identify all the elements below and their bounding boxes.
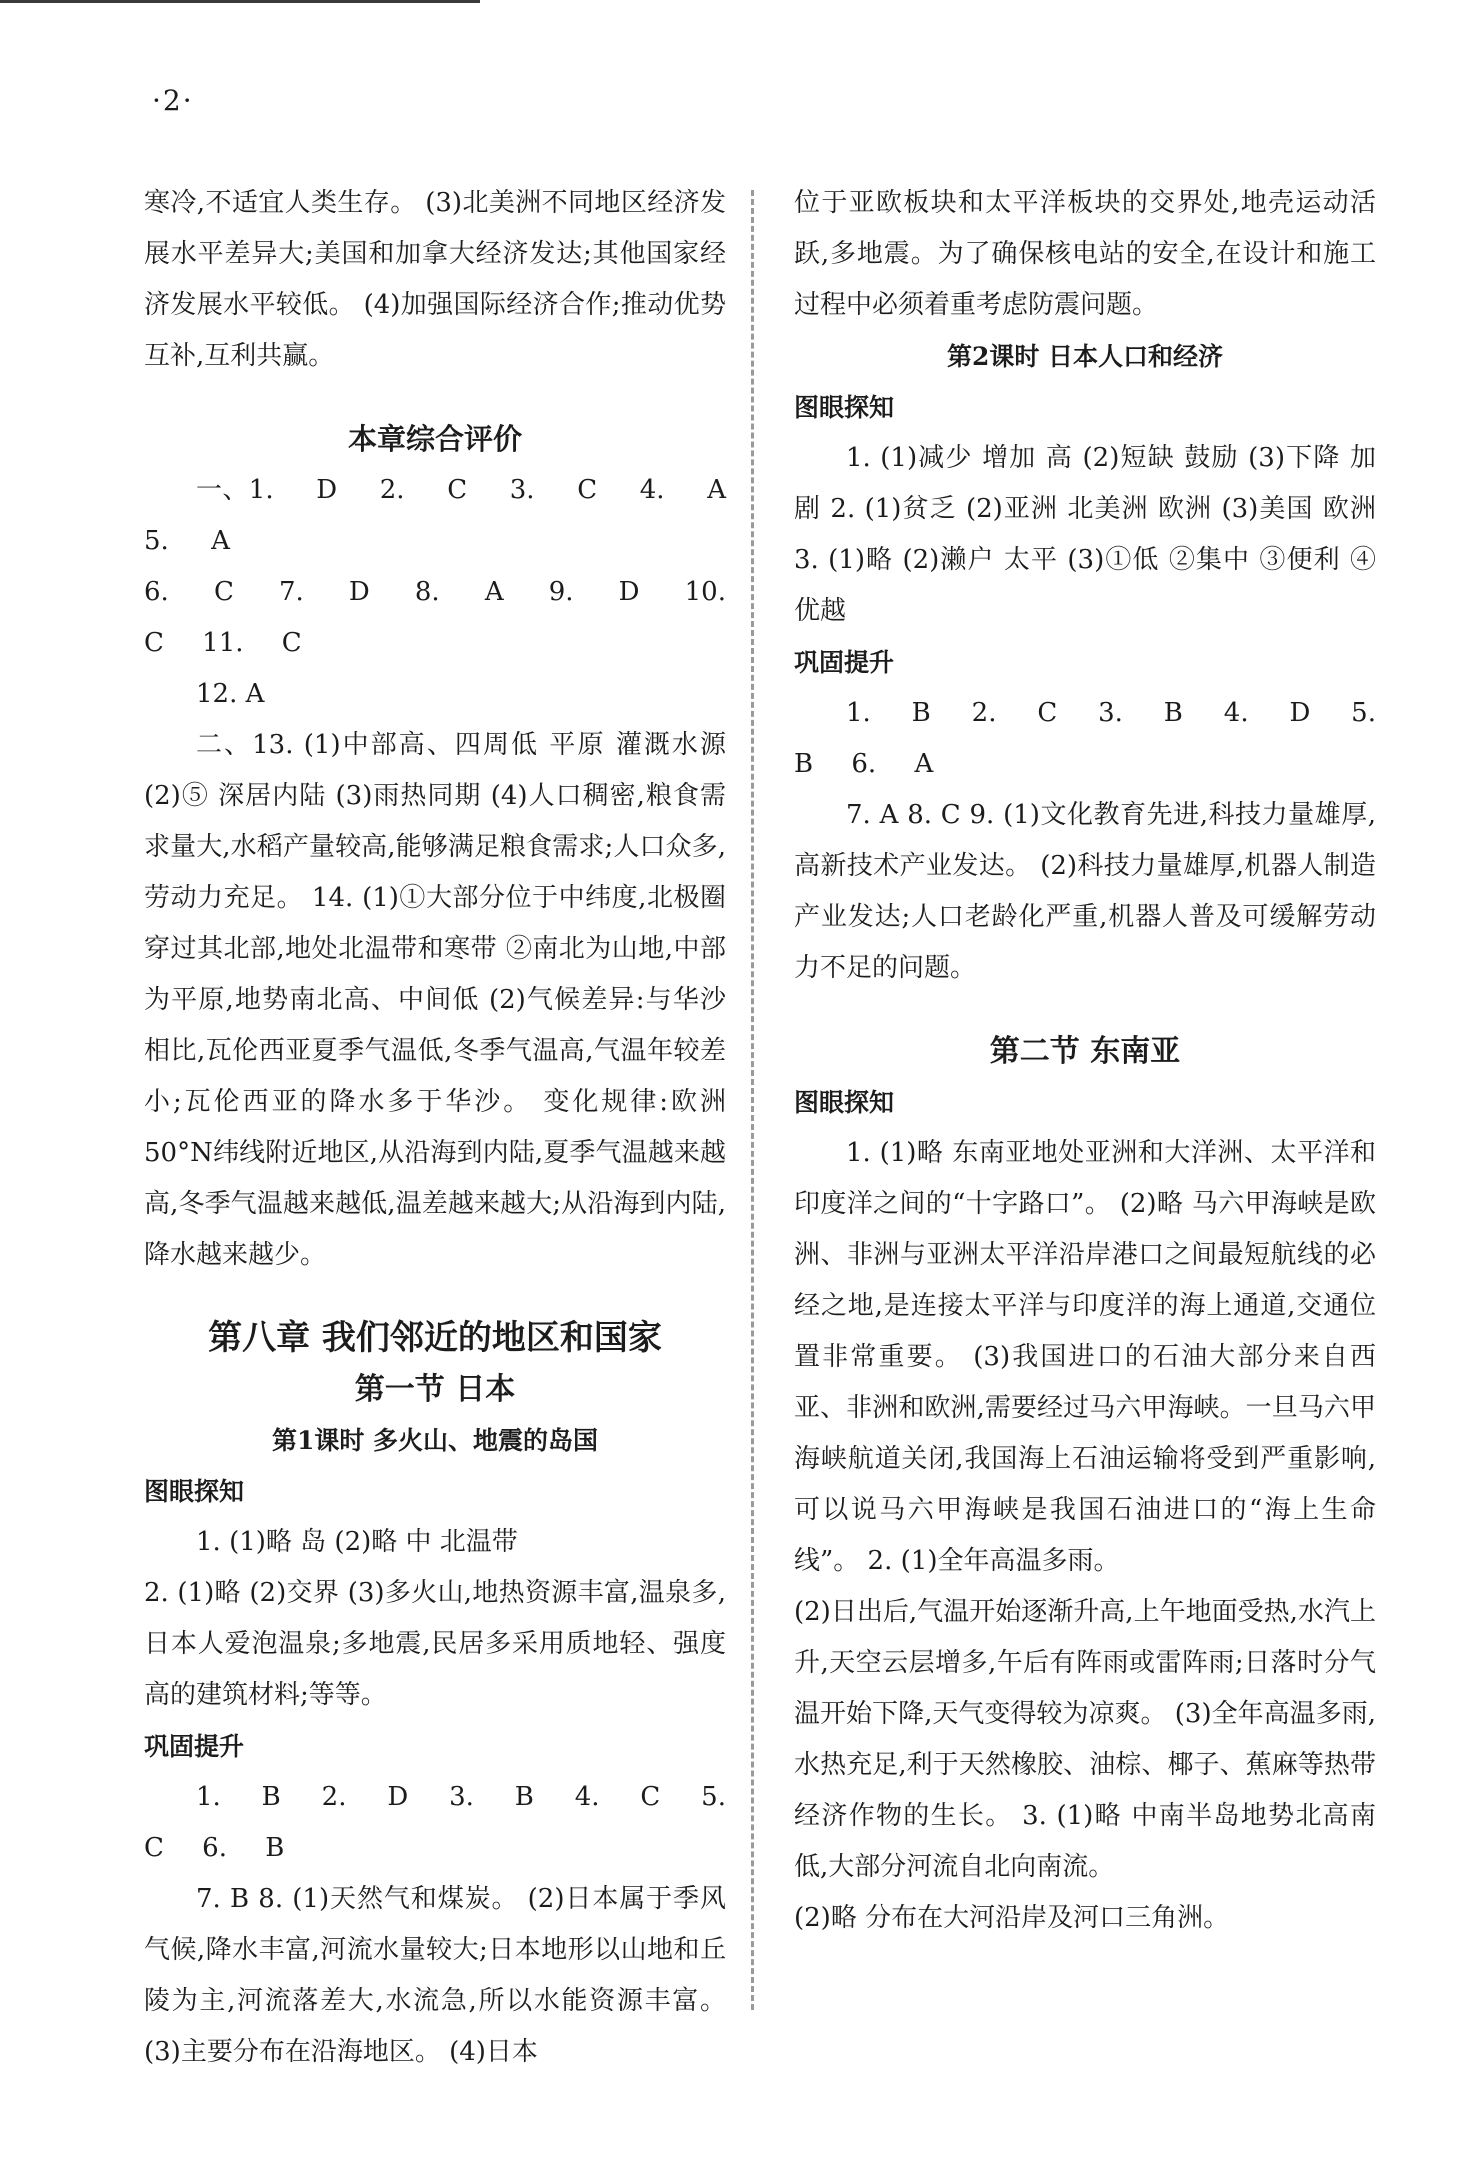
section-title: 第二节 东南亚 [989,1034,1181,1069]
answer-paragraph: 2. (1)略 (2)交界 (3)多火山,地热资源丰富,温泉多,日本人爱泡温泉;多地震,民居多采用质地轻、强度高的建筑材料;等等。 [144,1578,726,1710]
subheading-tuyan: 图眼探知 [794,393,895,422]
answer-paragraph: 二、13. (1)中部高、四周低 平原 灌溉水源 (2)⑤ 深居内陆 (3)雨热同期 (4)人口稠密,粮食需求量大,水稻产量较高,能够满足粮食需求;人口众多,劳动力充足。 14. (1)①大部分位于中纬度,北极圈穿过其北部,地处北温带和寒带 ②南北为山地,中部为平原,地势南北高、中间低 (2)气候差异:与华沙相比,瓦伦西亚夏季气温低,冬季气温高,气温年较差小;瓦伦西亚的降水多于华沙。 变化规律:欧洲50°N纬线附近地区,从沿海到内陆,夏季气温越来越高,冬季气温越来越低,温差越来越大;从沿海到内陆,降水越来越少。 [144,730,726,1270]
answer-paragraph: 位于亚欧板块和太平洋板块的交界处,地壳运动活跃,多地震。为了确保核电站的安全,在设计和施工过程中必须着重考虑防震问题。 [794,188,1376,320]
column-divider [751,190,754,2010]
subheading-tuyan: 图眼探知 [144,1477,245,1506]
mc-answers-line: 1. B 2. C 3. B 4. D 5. B 6. A [794,698,1376,779]
lesson-title: 第1课时 多火山、地震的岛国 [271,1426,599,1455]
subheading-tuyan: 图眼探知 [794,1088,895,1117]
answer-paragraph: 7. A 8. C 9. (1)文化教育先进,科技力量雄厚,高新技术产业发达。 (2)科技力量雄厚,机器人制造产业发达;人口老龄化严重,机器人普及可缓解劳动力不足的问题。 [794,800,1376,983]
page-number: ·2· [152,84,194,117]
answer-paragraph: 7. B 8. (1)天然气和煤炭。 (2)日本属于季风气候,降水丰富,河流水量较大;日本地形以山地和丘陵为主,河流落差大,水流急,所以水能资源丰富。 (3)主要分布在沿海地区。 (4)日本 [144,1884,726,2067]
chapter-title: 第八章 我们邻近的地区和国家 [208,1318,662,1358]
mc-answers-line: 1. B 2. D 3. B 4. C 5. C 6. B [144,1782,726,1863]
subheading-gonggu: 巩固提升 [144,1732,245,1761]
lesson-title: 第2课时 日本人口和经济 [946,342,1224,371]
answer-paragraph: 寒冷,不适宜人类生存。 (3)北美洲不同地区经济发展水平差异大;美国和加拿大经济发达;其他国家经济发展水平较低。 (4)加强国际经济合作;推动优势互补,互利共赢。 [144,188,726,371]
answer-paragraph: (2)略 分布在大河沿岸及河口三角洲。 [794,1903,1230,1933]
review-title: 本章综合评价 [347,422,522,456]
answer-paragraph: 1. (1)减少 增加 高 (2)短缺 鼓励 (3)下降 加剧 2. (1)贫乏 (2)亚洲 北美洲 欧洲 (3)美国 欧洲 3. (1)略 (2)濑户 太平 (3)①低 ②集中 ③便利 ④优越 [794,443,1376,626]
left-column [144,178,726,2078]
mc-answers-line: 一、1. D 2. C 3. C 4. A 5. A [144,475,726,556]
answer-paragraph: 1. (1)略 东南亚地处亚洲和大洋洲、太平洋和印度洋之间的“十字路口”。 (2)略 马六甲海峡是欧洲、非洲与亚洲太平洋沿岸港口之间最短航线的必经之地,是连接太平洋与印度洋的海上通道,交通位置非常重要。 (3)我国进口的石油大部分来自西亚、非洲和欧洲,需要经过马六甲海峡。一旦马六甲海峡航道关闭,我国海上石油运输将受到严重影响,可以说马六甲海峡是我国石油进口的“海上生命线”。 2. (1)全年高温多雨。 [794,1138,1376,1576]
mc-answers-line: 12. A [196,679,265,709]
mc-answers-line: 6. C 7. D 8. A 9. D 10. C 11. C [144,577,726,658]
top-rule [0,0,480,3]
answer-paragraph: 1. (1)略 岛 (2)略 中 北温带 [196,1527,518,1557]
answer-paragraph: (2)日出后,气温开始逐渐升高,上午地面受热,水汽上升,天空云层增多,午后有阵雨或雷阵雨;日落时分气温开始下降,天气变得较为凉爽。 (3)全年高温多雨,水热充足,利于天然橡胶、油棕、椰子、蕉麻等热带经济作物的生长。 3. (1)略 中南半岛地势北高南低,大部分河流自北向南流。 [794,1597,1376,1882]
subheading-gonggu: 巩固提升 [794,648,895,677]
right-column [794,178,1376,1944]
section-title: 第一节 日本 [354,1372,516,1407]
